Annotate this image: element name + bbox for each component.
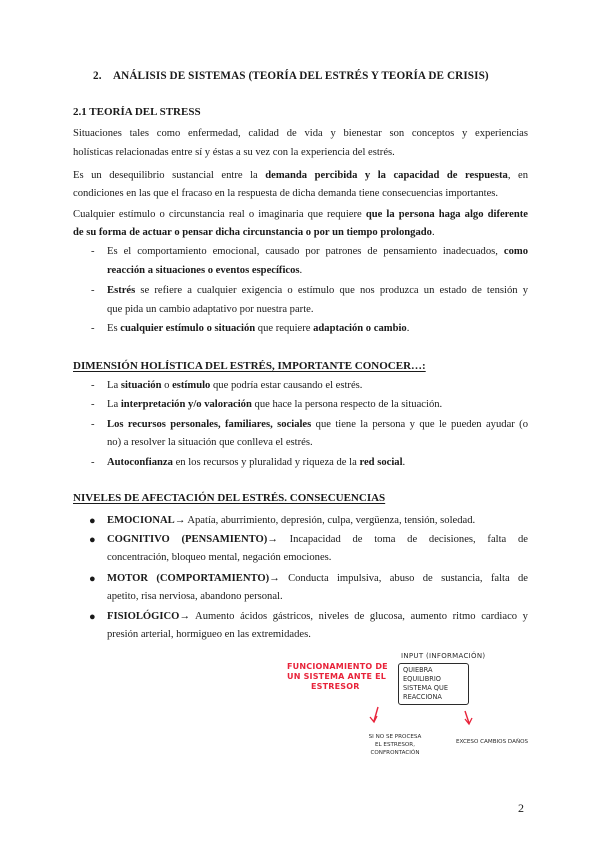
bold-span: como [503, 246, 529, 257]
level-item-emocional [107, 514, 475, 528]
diagram-right-note: EXCESO CAMBIOS DAÑOS [456, 739, 529, 745]
bold-span: situación [120, 380, 162, 391]
level-item-cognitivo-line-1 [107, 533, 528, 547]
dash-marker: - [91, 246, 95, 257]
page-number: 2 [518, 801, 524, 815]
text-span: se refiere a cualquier exigencia o estímulo que nos produzca un estado de tensión y [140, 285, 528, 296]
text-span: Es [107, 323, 118, 334]
list-item-2-line-2: que pida un cambio adaptativo por nuestra parte. [107, 304, 314, 315]
paragraph-3-line-1 [73, 208, 528, 222]
text-span: que tiene la persona y que le pueden ayudar (o [315, 419, 529, 430]
text-span: . [299, 265, 303, 276]
paragraph-2-line-2: condiciones en las que el fracaso en la respuesta de dicha demanda tiene consecuencias importantes. [73, 188, 499, 199]
holistic-item-4 [107, 456, 405, 470]
section-number: 2. [93, 70, 102, 82]
box-line: REACCIONA [403, 693, 442, 701]
diagram-title-line: UN SISTEMA ANTE EL [287, 672, 387, 681]
note-line: EL ESTRESOR, [375, 742, 415, 748]
dash-marker: - [91, 323, 95, 334]
bold-span: Autoconfianza [107, 457, 173, 468]
level-item-fisiologico-line-2: presión arterial, hormigueo en las extremidades. [107, 629, 311, 640]
text-span: . [406, 323, 410, 334]
diagram-red-title [287, 662, 388, 692]
level-item-motor-line-1 [107, 572, 528, 586]
right-arrow-icon [465, 711, 472, 724]
subsection-title: 2.1 TEORÍA DEL STRESS [73, 106, 201, 118]
dash-marker: - [91, 419, 95, 430]
holistic-item-1 [107, 379, 362, 393]
bold-span: que la persona haga algo diferente [365, 209, 529, 220]
box-line: EQUILIBRIO [403, 675, 441, 683]
paragraph-3-line-2 [73, 226, 435, 240]
holistic-item-2 [107, 398, 442, 412]
list-item-3 [107, 322, 409, 336]
holistic-heading: DIMENSIÓN HOLÍSTICA DEL ESTRÉS, IMPORTANTE CONOCER…: [73, 360, 426, 372]
level-item-cognitivo-line-2: concentración, bloqueo mental, negación emociones. [107, 552, 332, 563]
level-label: FISIOLÓGICO [107, 611, 180, 622]
bold-span: Los recursos personales, familiares, sociales [107, 419, 312, 430]
box-line: SISTEMA QUE [403, 684, 448, 692]
list-item-2-line-1 [107, 284, 528, 298]
bold-span: red social [359, 457, 403, 468]
text-span: . [431, 227, 435, 238]
dash-marker: - [91, 399, 95, 410]
text-span: Cualquier estímulo o circunstancia real o imaginaria que requiere [73, 209, 362, 220]
list-item-1-line-2 [107, 264, 302, 278]
text-span: o [164, 380, 170, 391]
paragraph-1-line-2: holísticas relacionadas entre sí y éstas a su vez con la experiencia del estrés. [73, 147, 395, 158]
text-span: La [107, 399, 119, 410]
arrow-icon: → [174, 515, 186, 526]
diagram-box-text [403, 666, 448, 702]
section-title: ANÁLISIS DE SISTEMAS (TEORÍA DEL ESTRÉS Y TEORÍA DE CRISIS) [113, 70, 489, 82]
text-span: que hace la persona respecto de la situación. [254, 399, 443, 410]
diagram-title-line: ESTRESOR [311, 682, 360, 691]
text-span: Incapacidad de toma de decisiones, falta de [289, 534, 528, 545]
text-span: Conducta impulsiva, abuso de sustancia, falta de [288, 573, 528, 584]
bold-span: de su forma de actuar o pensar dicha circunstancia o por un tiempo prolongado [73, 227, 432, 238]
bullet-marker: ● [89, 573, 96, 585]
holistic-item-3-line-2: no) a resolver la situación que conlleva el estrés. [107, 437, 313, 448]
note-line: CONFRONTACIÓN [370, 750, 420, 756]
text-span: Apatía, aburrimiento, depresión, culpa, vergüenza, tensión, soledad. [187, 515, 476, 526]
level-item-fisiologico-line-1 [107, 610, 528, 624]
list-item-1-line-1 [107, 245, 528, 259]
bullet-marker: ● [89, 611, 96, 623]
diagram-title-line: FUNCIONAMIENTO DE [287, 662, 388, 671]
arrow-icon: → [267, 534, 278, 545]
box-line: QUIEBRA [403, 666, 433, 674]
text-span: Aumento ácidos gástricos, niveles de glucosa, aumento ritmo cardiaco y [195, 611, 528, 622]
bullet-marker: ● [89, 534, 96, 546]
dash-marker: - [91, 457, 95, 468]
diagram-arrows [360, 705, 510, 735]
dash-marker: - [91, 285, 95, 296]
holistic-item-3-line-1 [107, 418, 528, 432]
levels-heading: NIVELES DE AFECTACIÓN DEL ESTRÉS. CONSECUENCIAS [73, 492, 386, 504]
arrow-icon: → [179, 611, 191, 622]
paragraph-1-line-1: Situaciones tales como enfermedad, calidad de vida y bienestar son conceptos y experiencias [73, 128, 528, 139]
level-label: EMOCIONAL [107, 515, 175, 526]
text-span: que requiere [257, 323, 311, 334]
text-span: , en [507, 170, 528, 181]
bullet-marker: ● [89, 515, 96, 527]
bold-span: Estrés [107, 285, 136, 296]
bold-span: cualquier estímulo o situación [120, 323, 256, 334]
bold-span: reacción a situaciones o eventos específicos [107, 265, 300, 276]
left-arrow-icon [370, 707, 378, 722]
text-span: La [107, 380, 119, 391]
bold-span: interpretación y/o valoración [120, 399, 252, 410]
diagram-input-label: INPUT (INFORMACIÓN) [401, 652, 486, 660]
level-label: COGNITIVO (PENSAMIENTO) [107, 534, 268, 545]
text-span: Es un desequilibrio sustancial entre la [73, 170, 258, 181]
note-line: SI NO SE PROCESA [368, 734, 422, 740]
arrow-icon: → [269, 573, 280, 584]
text-span: Es el comportamiento emocional, causado por patrones de pensamiento inadecuados, [107, 246, 498, 257]
diagram-left-note [365, 733, 425, 757]
text-span: en los recursos y pluralidad y riqueza de la [175, 457, 357, 468]
section-heading [93, 70, 489, 82]
bold-span: adaptación o cambio [313, 323, 407, 334]
dash-marker: - [91, 380, 95, 391]
text-span: . [402, 457, 406, 468]
level-item-motor-line-2: apetito, risa nerviosa, abandono personal. [107, 591, 283, 602]
bold-span: demanda percibida y la capacidad de respuesta [265, 170, 508, 181]
bold-span: estímulo [172, 380, 211, 391]
text-span: que podría estar causando el estrés. [213, 380, 363, 391]
paragraph-2-line-1 [73, 169, 528, 183]
level-label: MOTOR (COMPORTAMIENTO) [107, 573, 270, 584]
